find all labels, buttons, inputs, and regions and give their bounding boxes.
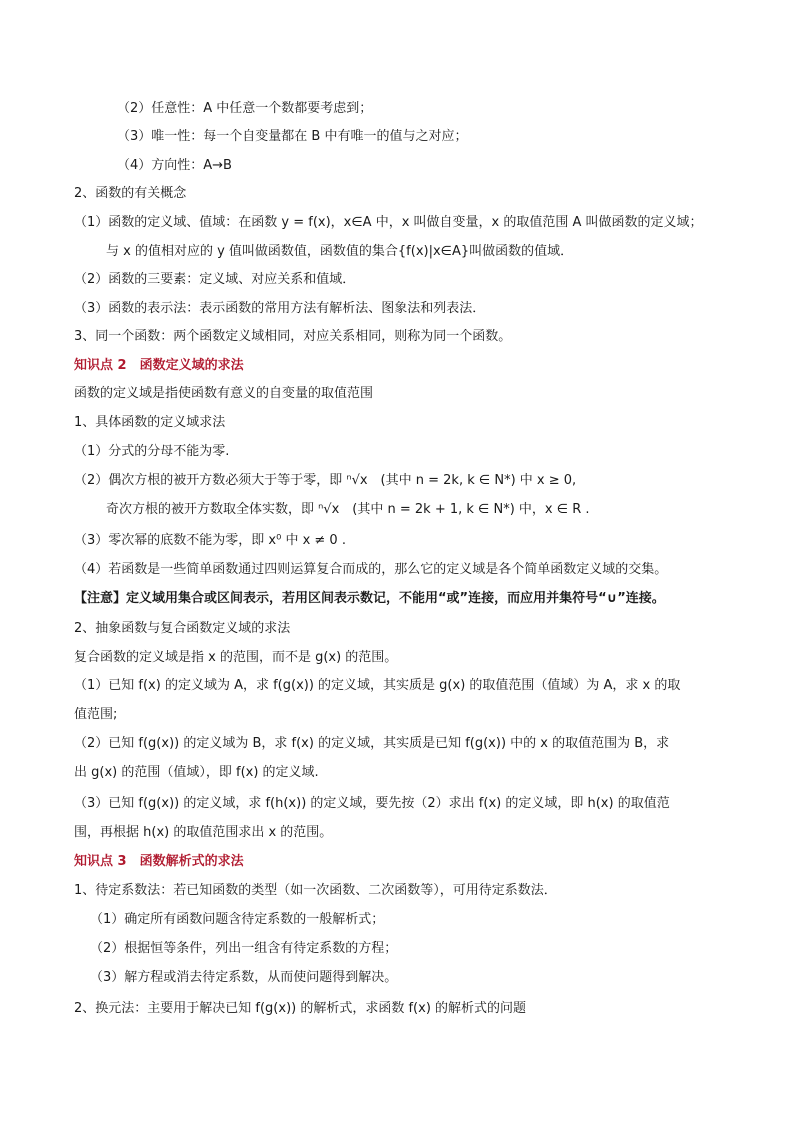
text-line: 1、待定系数法：若已知函数的类型（如一次函数、二次函数等），可用待定系数法． <box>74 883 557 898</box>
text-line: 与 x 的值相对应的 y 值叫做函数值，函数值的集合{f(x)|x∈A}叫做函数的值域． <box>106 244 574 259</box>
text-line: 复合函数的定义域是指 x 的范围，而不是 g(x) 的范围。 <box>74 650 398 665</box>
section-subheading: 1、具体函数的定义域求法 <box>74 415 226 430</box>
text-line: （2）函数的三要素：定义域、对应关系和值域． <box>74 272 356 287</box>
text-line: （2）偶次方根的被开方数必须大于等于零，即 ⁿ√x (其中 n = 2k, k ∈ N*) 中 x ≥ 0, <box>74 473 577 488</box>
text-line: 奇次方根的被开方数取全体实数，即 ⁿ√x (其中 n = 2k + 1, k ∈ N*) 中，x ∈ R . <box>106 502 590 517</box>
section-subheading: 2、函数的有关概念 <box>74 186 187 201</box>
text-line: （2）已知 f(g(x)) 的定义域为 B，求 f(x) 的定义域，其实质是已知 f(g(x)) 中的 x 的取值范围为 B，求 <box>74 736 670 751</box>
text-line: 出 g(x) 的范围（值域），即 f(x) 的定义域. <box>74 765 319 780</box>
text-line: （4）方向性：A→B <box>117 158 232 173</box>
text-line: （3）解方程或消去待定系数，从而使问题得到解决。 <box>90 970 398 985</box>
text-line: （4）若函数是一些简单函数通过四则运算复合而成的，那么它的定义域是各个简单函数定义域的交集。 <box>74 562 668 577</box>
text-line: （2）根据恒等条件，列出一组含有待定系数的方程； <box>90 941 398 956</box>
text-line: 围，再根据 h(x) 的取值范围求出 x 的范围。 <box>74 825 333 840</box>
knowledge-point-heading: 知识点 3 函数解析式的求法 <box>74 854 244 869</box>
text-line: （3）零次幂的底数不能为零，即 x⁰ 中 x ≠ 0 . <box>74 533 346 548</box>
text-line: （1）确定所有函数问题含待定系数的一般解析式； <box>90 912 385 927</box>
text-line: 值范围; <box>74 707 118 722</box>
note-line: 【注意】定义域用集合或区间表示，若用区间表示数记，不能用“或”连接，而应用并集符号“∪”连接。 <box>74 591 665 606</box>
text-line: 函数的定义域是指使函数有意义的自变量的取值范围 <box>74 386 374 401</box>
section-subheading: 2、抽象函数与复合函数定义域的求法 <box>74 621 291 636</box>
text-line: （2）任意性：A 中任意一个数都要考虑到； <box>117 101 373 116</box>
text-line: 3、同一个函数：两个函数定义域相同，对应关系相同，则称为同一个函数。 <box>74 329 512 344</box>
text-line: （1）已知 f(x) 的定义域为 A，求 f(g(x)) 的定义域，其实质是 g(x) 的取值范围（值域）为 A，求 x 的取 <box>74 678 681 693</box>
knowledge-point-heading: 知识点 2 函数定义域的求法 <box>74 358 244 373</box>
text-line: （3）唯一性：每一个自变量都在 B 中有唯一的值与之对应； <box>117 129 468 144</box>
text-line: 2、换元法：主要用于解决已知 f(g(x)) 的解析式，求函数 f(x) 的解析式的问题 <box>74 1001 527 1016</box>
text-line: （1）分式的分母不能为零. <box>74 444 230 459</box>
text-line: （1）函数的定义域、值域：在函数 y = f(x)，x∈A 中，x 叫做自变量，x 的取值范围 A 叫做函数的定义域； <box>74 215 703 230</box>
text-line: （3）已知 f(g(x)) 的定义域，求 f(h(x)) 的定义域，要先按（2）求出 f(x) 的定义域，即 h(x) 的取值范 <box>74 796 670 811</box>
text-line: （3）函数的表示法：表示函数的常用方法有解析法、图象法和列表法． <box>74 301 486 316</box>
